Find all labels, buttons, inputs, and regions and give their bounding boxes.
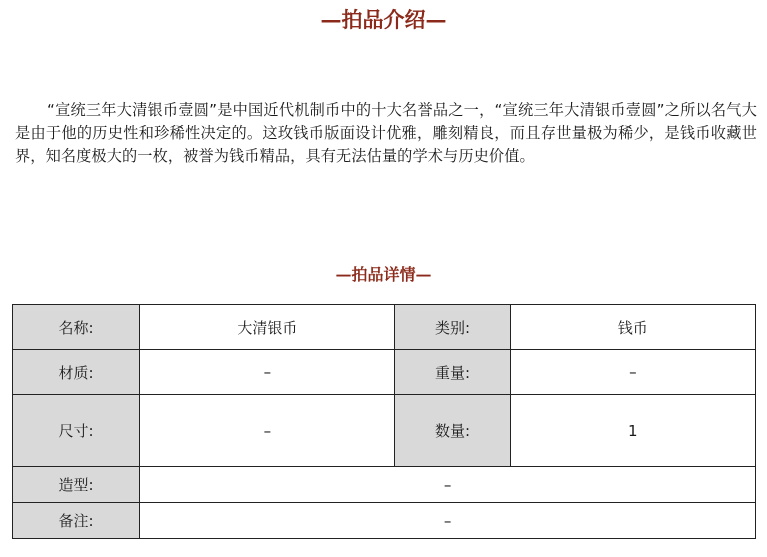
remarks-label: 备注: bbox=[13, 503, 140, 539]
remarks-value: – bbox=[140, 503, 756, 539]
material-label: 材质: bbox=[13, 350, 140, 395]
table-row bbox=[13, 467, 756, 503]
material-value: – bbox=[140, 350, 395, 395]
table-row bbox=[13, 503, 756, 539]
category-label: 类别: bbox=[395, 305, 510, 350]
size-value: – bbox=[140, 395, 395, 467]
name-label: 名称: bbox=[13, 305, 140, 350]
table-row bbox=[13, 395, 756, 467]
size-label: 尺寸: bbox=[13, 395, 140, 467]
weight-value: – bbox=[510, 350, 755, 395]
category-value: 钱币 bbox=[510, 305, 755, 350]
intro-paragraph: “宣统三年大清银币壹圆”是中国近代机制币中的十大名誉品之一，“宣统三年大清银币壹圆”之所以名气大是由于他的历史性和珍稀性决定的。这玫钱币版面设计优雅，雕刻精良，而且存世量极为稀少，是钱币收藏世界，知名度极大的一枚，被誉为钱币精品，具有无法估量的学术与历史价值。 bbox=[15, 101, 757, 165]
table-row bbox=[13, 350, 756, 395]
details-table bbox=[12, 304, 756, 539]
shape-value: – bbox=[140, 467, 756, 503]
shape-label: 造型: bbox=[13, 467, 140, 503]
quantity-value: 1 bbox=[510, 395, 755, 467]
weight-label: 重量: bbox=[395, 350, 510, 395]
quantity-label: 数量: bbox=[395, 395, 510, 467]
table-row bbox=[13, 305, 756, 350]
details-title: —拍品详情— bbox=[335, 265, 432, 284]
page-title: —拍品介绍— bbox=[320, 7, 447, 32]
name-value: 大清银币 bbox=[140, 305, 395, 350]
